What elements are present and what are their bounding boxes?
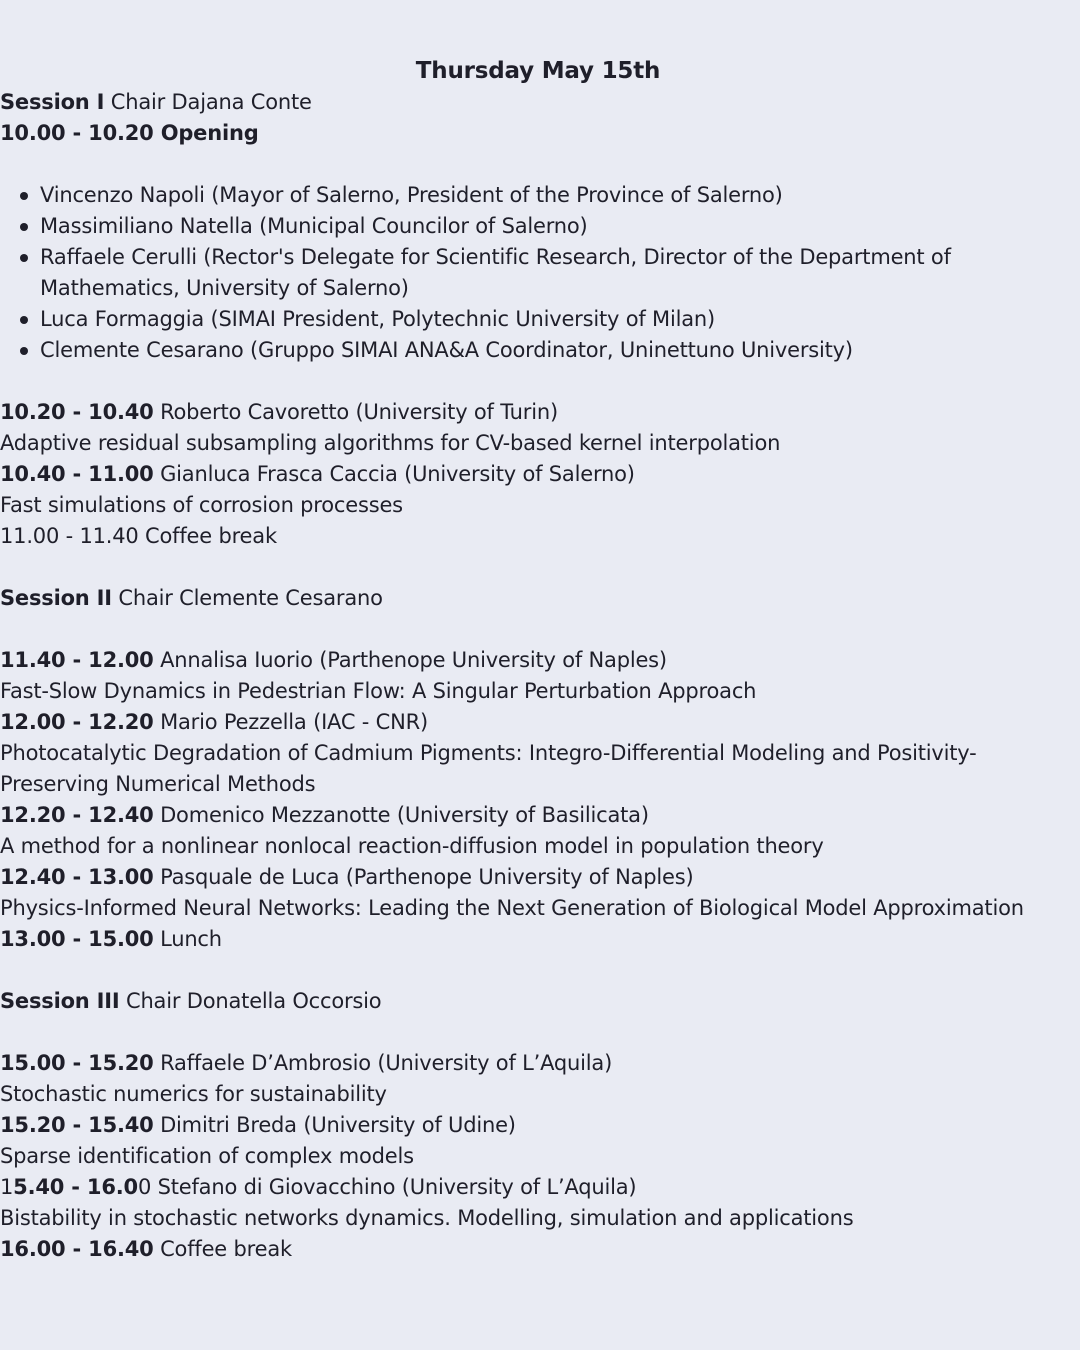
talk-time: 12.20 - 12.40 — [0, 803, 154, 827]
talk-speaker: Pasquale de Luca (Parthenope University of Naples) — [160, 865, 694, 889]
spacer — [0, 149, 1076, 180]
talk-speaker: Mario Pezzella (IAC - CNR) — [160, 710, 429, 734]
list-item: Clemente Cesarano (Gruppo SIMAI ANA&A Coordinator, Uninettuno University) — [40, 335, 1076, 366]
talk-time: 15.20 - 15.40 — [0, 1113, 154, 1137]
session-label: Session III — [0, 989, 120, 1013]
talk-time: 15.00 - 15.20 — [0, 1051, 154, 1075]
talk-speaker: Annalisa Iuorio (Parthenope University of Naples) — [160, 648, 667, 672]
talk-title: Physics-Informed Neural Networks: Leading the Next Generation of Biological Model Approximation — [0, 896, 1024, 920]
session-label: Session I — [0, 90, 105, 114]
talk-speaker: Stefano di Giovacchino (University of L’Aquila) — [157, 1175, 637, 1199]
talk-speaker: Gianluca Frasca Caccia (University of Salerno) — [160, 462, 635, 486]
talk-time: 10.20 - 10.40 — [0, 400, 154, 424]
break-slot — [0, 1234, 1076, 1265]
opening-speakers-list — [0, 180, 1076, 366]
list-item: Raffaele Cerulli (Rector's Delegate for Scientific Research, Director of the Department of Mathematics, University of Salerno) — [40, 242, 1076, 304]
talk-title: Photocatalytic Degradation of Cadmium Pigments: Integro-Differential Modeling and Positivity-Preserving Numerical Methods — [0, 741, 977, 796]
break-time: 16.00 - 16.40 — [0, 1237, 154, 1261]
talk-title: A method for a nonlinear nonlocal reaction-diffusion model in population theory — [0, 834, 824, 858]
break-label: Coffee break — [160, 1237, 292, 1261]
talk-slot — [0, 862, 1076, 893]
talk-slot — [0, 459, 1076, 490]
talk-time: 12.00 - 12.20 — [0, 710, 154, 734]
session-2-header — [0, 583, 1076, 614]
talk-title: Stochastic numerics for sustainability — [0, 1082, 387, 1106]
session-3-header — [0, 986, 1076, 1017]
talk-title: Fast simulations of corrosion processes — [0, 493, 403, 517]
list-item: Luca Formaggia (SIMAI President, Polytechnic University of Milan) — [40, 304, 1076, 335]
talk-title: Adaptive residual subsampling algorithms for CV-based kernel interpolation — [0, 431, 781, 455]
talk-time-prefix: 1 — [0, 1175, 14, 1199]
list-item: Massimiliano Natella (Municipal Councilor of Salerno) — [40, 211, 1076, 242]
opening-slot: 10.00 - 10.20 Opening — [0, 121, 259, 145]
talk-time: 12.40 - 13.00 — [0, 865, 154, 889]
talk-time: 10.40 - 11.00 — [0, 462, 154, 486]
talk-speaker: Roberto Cavoretto (University of Turin) — [160, 400, 558, 424]
lunch-slot — [0, 924, 1076, 955]
talk-time: 11.40 - 12.00 — [0, 648, 154, 672]
spacer — [0, 614, 1076, 645]
talk-speaker: Raffaele D’Ambrosio (University of L’Aquila) — [160, 1051, 613, 1075]
talk-speaker: Dimitri Breda (University of Udine) — [160, 1113, 516, 1137]
session-chair: Chair Dajana Conte — [110, 90, 312, 114]
talk-slot — [0, 1110, 1076, 1141]
talk-title: Sparse identification of complex models — [0, 1144, 414, 1168]
list-item: Vincenzo Napoli (Mayor of Salerno, President of the Province of Salerno) — [40, 180, 1076, 211]
talk-title: Fast-Slow Dynamics in Pedestrian Flow: A Singular Perturbation Approach — [0, 679, 757, 703]
lunch-label: Lunch — [160, 927, 222, 951]
session-chair: Chair Donatella Occorsio — [125, 989, 382, 1013]
spacer — [0, 366, 1076, 397]
talk-slot — [0, 1172, 1076, 1203]
lunch-time: 13.00 - 15.00 — [0, 927, 154, 951]
spacer — [0, 955, 1076, 986]
day-title: Thursday May 15th — [415, 58, 661, 84]
talk-slot — [0, 1048, 1076, 1079]
session-label: Session II — [0, 586, 112, 610]
talk-slot — [0, 800, 1076, 831]
talk-slot — [0, 645, 1076, 676]
talk-slot — [0, 397, 1076, 428]
spacer — [0, 1017, 1076, 1048]
talk-title: Bistability in stochastic networks dynamics. Modelling, simulation and applications — [0, 1206, 854, 1230]
talk-slot — [0, 707, 1076, 738]
spacer — [0, 552, 1076, 583]
talk-time-suffix: 0 — [137, 1175, 152, 1199]
talk-speaker: Domenico Mezzanotte (University of Basilicata) — [160, 803, 649, 827]
program-page — [0, 56, 1076, 1265]
talk-time: 5.40 - 16.0 — [13, 1175, 138, 1199]
session-chair: Chair Clemente Cesarano — [118, 586, 383, 610]
session-1-header — [0, 87, 1076, 118]
break-slot: 11.00 - 11.40 Coffee break — [0, 524, 277, 548]
